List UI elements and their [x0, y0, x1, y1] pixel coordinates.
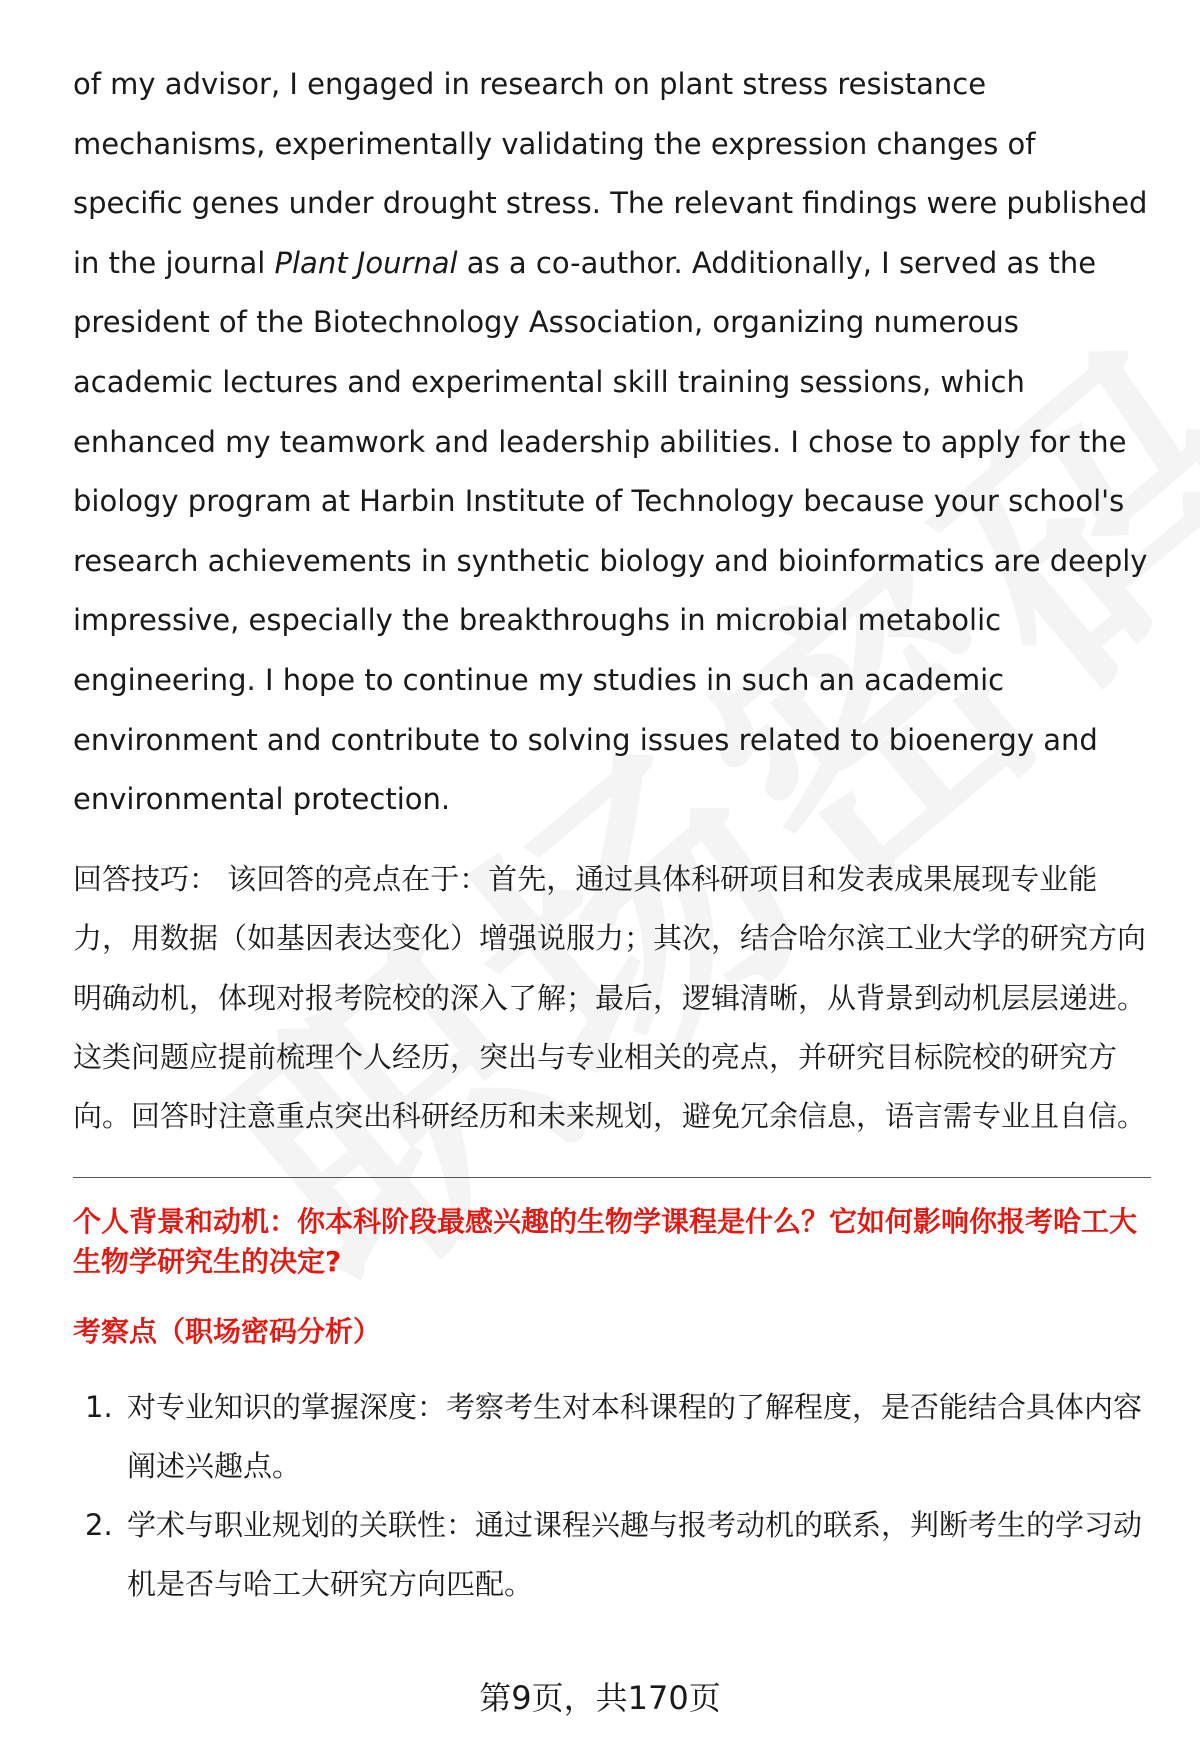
answer-paragraph [73, 55, 1151, 830]
list-text: 对专业知识的掌握深度：考察考生对本科课程的了解程度，是否能结合具体内容阐述兴趣点。 [127, 1389, 1143, 1483]
journal-name: Plant Journal [274, 245, 458, 280]
answer-text-part1: of my advisor, I engaged in research on plant stress resistance mechanisms, experimentally validating the expression changes of specific genes under drought stress. The relevant findings were published in the journal [73, 67, 1148, 280]
answer-text-part2: as a co-author. Additionally, I served as the president of the Biotechnology Association, organizing numerous academic lectures and experimental skill training sessions, which enhanced my teamwork and leadership abilities. I chose to apply for the biology program at Harbin Institute of Technology because your school's research achievements in synthetic biology and bioinformatics are deeply impressive, especially the breakthroughs in microbial metabolic engineering. I hope to continue my studies in such an academic environment and contribute to solving issues related to bioenergy and environmental protection. [73, 245, 1148, 817]
list-number: 1. [85, 1389, 113, 1424]
analysis-points [73, 1378, 1151, 1614]
page-content [73, 55, 1151, 1614]
list-number: 2. [85, 1507, 113, 1542]
list-text: 学术与职业规划的关联性：通过课程兴趣与报考动机的联系，判断考生的学习动机是否与哈工大研究方向匹配。 [127, 1507, 1143, 1601]
page-footer: 第9页，共170页 [479, 1679, 721, 1717]
list-item [73, 1496, 1151, 1614]
analysis-heading: 考察点（职场密码分析） [73, 1314, 382, 1348]
section-divider [73, 1177, 1151, 1178]
question-title: 个人背景和动机：你本科阶段最感兴趣的生物学课程是什么？它如何影响你报考哈工大生物学研究生的决定? [73, 1204, 1138, 1278]
answer-tips: 回答技巧： 该回答的亮点在于：首先，通过具体科研项目和发表成果展现专业能力，用数据（如基因表达变化）增强说服力；其次，结合哈尔滨工业大学的研究方向明确动机，体现对报考院校的深入了解；最后，逻辑清晰，从背景到动机层层递进。这类问题应提前梳理个人经历，突出与专业相关的亮点，并研究目标院校的研究方向。回答时注意重点突出科研经历和未来规划，避免冗余信息，语言需专业且自信。 [73, 861, 1147, 1134]
list-item [73, 1378, 1151, 1496]
